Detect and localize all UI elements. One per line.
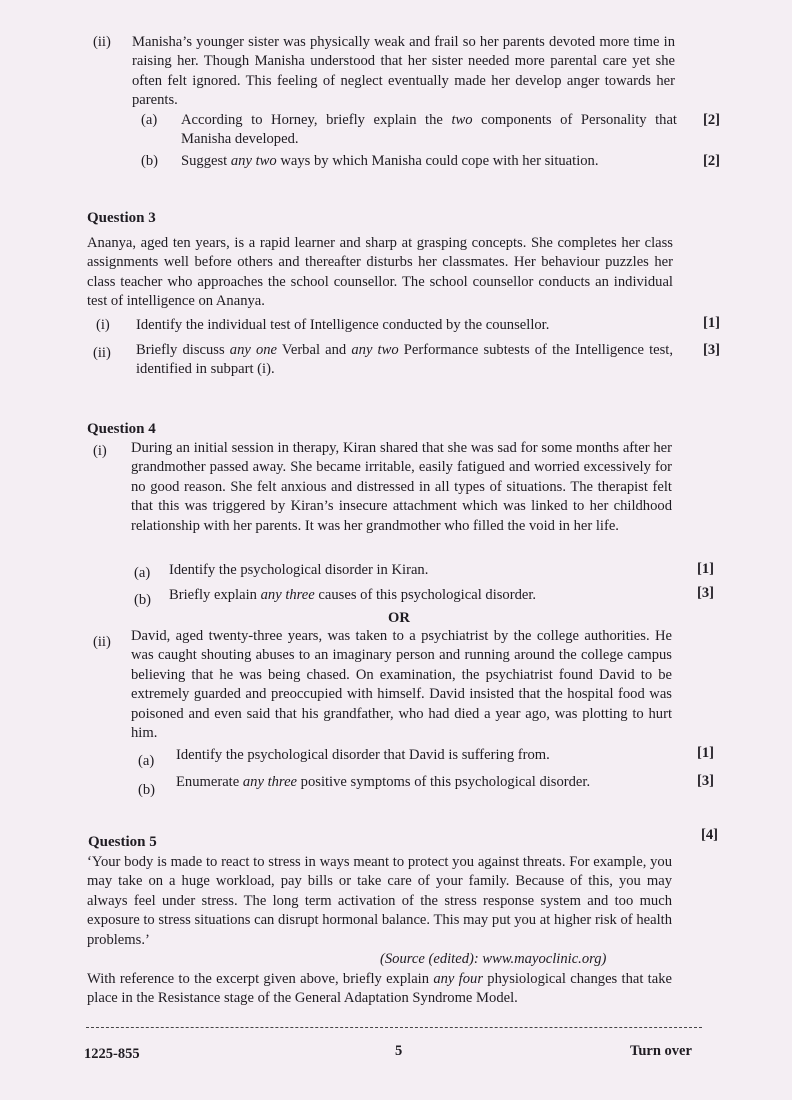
- question-4-heading: Question 4: [87, 421, 156, 437]
- q4-i-a-label: (a): [134, 565, 151, 581]
- q3-ii-marks: [3]: [703, 342, 721, 358]
- turn-over-note: Turn over: [630, 1043, 692, 1059]
- q4-i-a-text: Identify the psychological disorder in Kiran.: [169, 562, 429, 578]
- q2-ii-number: (ii): [93, 34, 111, 50]
- q2-ii-b-text: Suggest any two ways by which Manisha could cope with her situation.: [181, 153, 599, 169]
- paper-code: 1225-855: [84, 1046, 140, 1062]
- q4-ii-a-marks: [1]: [697, 745, 715, 761]
- q5-marks: [4]: [701, 827, 719, 843]
- q3-i-text: Identify the individual test of Intelligence conducted by the counsellor.: [136, 317, 550, 333]
- q4-i-b-label: (b): [134, 592, 152, 608]
- q4-i-b-text: Briefly explain any three causes of this psychological disorder.: [169, 587, 537, 603]
- q4-i-a-marks: [1]: [697, 561, 715, 577]
- q2-ii-b-label: (b): [141, 153, 159, 169]
- q4-ii-a-text: Identify the psychological disorder that David is suffering from.: [176, 747, 550, 763]
- q5-source: (Source (edited): www.mayoclinic.org): [380, 951, 607, 967]
- or-separator: OR: [388, 610, 410, 626]
- q2-ii-passage: Manisha’s younger sister was physically weak and frail so her parents devoted more time in raising her. Though Manisha understood that her sister needed more parental care yet she often felt ignored. This feeling of neglect eventually made her develop anger towards her parents.: [132, 34, 675, 109]
- q3-ii-text: Briefly discuss any one Verbal and any two Performance subtests of the Intelligence test, identified in subpart (i).: [136, 342, 673, 378]
- question-3-heading: Question 3: [87, 210, 156, 226]
- q4-ii-a-label: (a): [138, 753, 155, 769]
- page-number: 5: [395, 1043, 403, 1059]
- q4-ii-b-label: (b): [138, 782, 156, 798]
- q3-passage: Ananya, aged ten years, is a rapid learner and sharp at grasping concepts. She completes her class assignments well before others and thereafter disturbs her classmates. Her behaviour puzzles her class teacher who approaches the school counsellor. The school counsellor conducts an individual test of intelligence on Ananya.: [87, 235, 673, 310]
- q4-ii-b-text: Enumerate any three positive symptoms of this psychological disorder.: [176, 774, 591, 790]
- q4-i-b-marks: [3]: [697, 585, 715, 601]
- q5-task: With reference to the excerpt given above, briefly explain any four physiological changes that take place in the Resistance stage of the General Adaptation Syndrome Model.: [87, 971, 672, 1007]
- question-5-heading: Question 5: [88, 834, 157, 850]
- q2-ii-b-marks: [2]: [703, 153, 721, 169]
- q4-i-passage: During an initial session in therapy, Kiran shared that she was sad for some months after her grandmother passed away. She became irritable, easily fatigued and worried excessively for no good reason. She felt anxious and distressed in all types of situations. The therapist felt that this was triggered by Kiran’s insecure attachment which was linked to her childhood relationship with her parents. It was her grandmother who filled the void in her life.: [131, 440, 672, 534]
- q4-i-label: (i): [93, 443, 107, 459]
- footer-divider: [86, 1027, 702, 1028]
- q3-ii-label: (ii): [93, 345, 111, 361]
- q3-i-label: (i): [96, 317, 110, 333]
- q4-ii-passage: David, aged twenty-three years, was taken to a psychiatrist by the college authorities. He was caught shouting abuses to an imaginary person and running around the college campus believing that he was being chased. On examination, the psychiatrist found David to be extremely guarded and preoccupied with himself. David insisted that the hospital food was poisoned and even said that his grandfather, who had died a year ago, was plotting to hurt him.: [131, 628, 672, 742]
- q4-ii-label: (ii): [93, 634, 111, 650]
- q2-ii-a-label: (a): [141, 112, 158, 128]
- q3-i-marks: [1]: [703, 315, 721, 331]
- q2-ii-a-marks: [2]: [703, 112, 721, 128]
- q5-quote: ‘Your body is made to react to stress in ways meant to protect you against threats. For example, you may take on a huge workload, pay bills or take care of your family. Because of this, you may always feel under stress. The long term activation of the stress response system and too much exposure to stress situations can disrupt hormonal balance. This may put you at higher risk of health problems.’: [87, 854, 672, 948]
- q4-ii-b-marks: [3]: [697, 773, 715, 789]
- q2-ii-a-text: According to Horney, briefly explain the two components of Personality that Manisha developed.: [181, 112, 677, 148]
